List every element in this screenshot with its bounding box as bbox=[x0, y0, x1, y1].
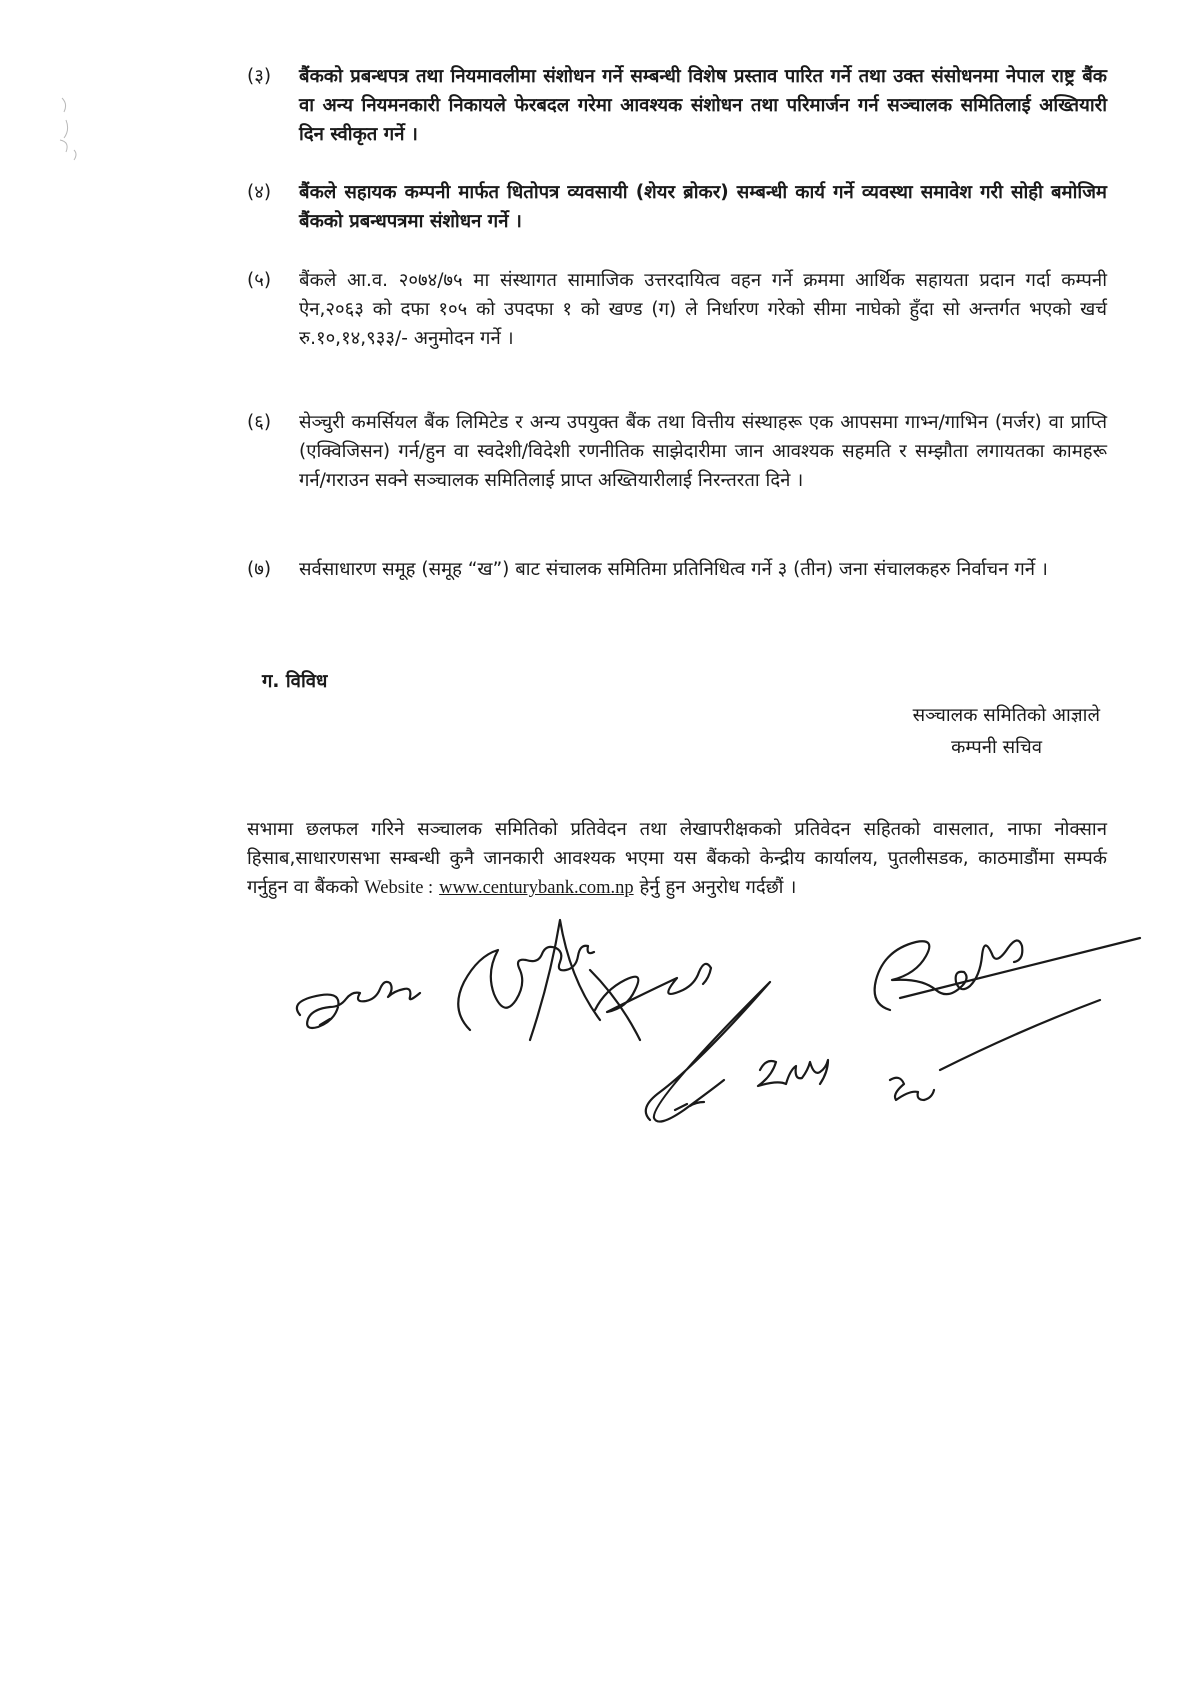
notice-closing: हेर्नु हुन अनुरोध गर्दछौं । bbox=[639, 877, 797, 898]
resolution-text: सेञ्चुरी कमर्सियल बैंक लिमिटेड र अन्य उपयुक्त बैंक तथा वित्तीय संस्थाहरू एक आपसमा गाभ्न/गाभिन (मर्जर) वा प्राप्ति (एक्विजिसन) गर्न/हुन वा स्वदेशी/विदेशी रणनीतिक साझेदारीमा जान आवश्यक सहमति र सम्झौता लगायतका कामहरू गर्न/गराउन सक्ने सञ्चालक समितिलाई प्राप्त अख्तियारीलाई निरन्तरता दिने । bbox=[299, 412, 1107, 491]
signature-5 bbox=[758, 1060, 828, 1086]
signature-1 bbox=[297, 982, 420, 1028]
notice-text: सभामा छलफल गरिने सञ्चालक समितिको प्रतिवेदन तथा लेखापरीक्षकको प्रतिवेदन सहितको वासलात, नाफा नोक्सान हिसाब,साधारणसभा सम्बन्धी कुनै जानकारी आवश्यक भएमा यस बैंकको केन्द्रीय कार्यालय, पुतलीसडक, काठमाडौंमा सम्पर्क गर्नुहुन वा बैंकको bbox=[247, 819, 1107, 898]
resolution-text: बैंकको प्रबन्धपत्र तथा नियमावलीमा संशोधन गर्ने सम्बन्धी विशेष प्रस्ताव पारित गर्ने तथा उक्त संसोधनमा नेपाल राष्ट्र बैंक वा अन्य नियमनकारी निकायले फेरबदल गरेमा आवश्यक संशोधन तथा परिमार्जन गर्न सञ्चालक समितिलाई अख्तियारी दिन स्वीकृत गर्ने । bbox=[299, 66, 1107, 145]
resolution-number: (६) bbox=[247, 412, 272, 433]
resolution-item-5 bbox=[247, 266, 1107, 353]
resolution-item-3 bbox=[247, 62, 1107, 149]
signature-2 bbox=[458, 920, 600, 1040]
signature-line-order: सञ्चालक समितिको आज्ञाले bbox=[912, 705, 1100, 726]
signature-line-title: कम्पनी सचिव bbox=[951, 737, 1042, 758]
handwritten-signatures bbox=[280, 910, 1180, 1190]
resolution-number: (५) bbox=[247, 270, 272, 291]
resolution-item-6 bbox=[247, 408, 1107, 495]
resolution-number: (३) bbox=[247, 66, 272, 87]
signature-3 bbox=[590, 964, 711, 1040]
signature-block bbox=[913, 700, 1100, 764]
resolution-text: बैंकले सहायक कम्पनी मार्फत धितोपत्र व्यवसायी (शेयर ब्रोकर) सम्बन्धी कार्य गर्ने व्यवस्था समावेश गरी सोही बमोजिम बैंकको प्रबन्धपत्रमा संशोधन गर्ने । bbox=[299, 182, 1107, 232]
scan-smudge bbox=[52, 90, 92, 170]
resolution-text: बैंकले आ.व. २०७४/७५ मा संस्थागत सामाजिक उत्तरदायित्व वहन गर्ने क्रममा आर्थिक सहायता प्रदान गर्दा कम्पनी ऐन,२०६३ को दफा १०५ को उपदफा १ को खण्ड (ग) ले निर्धारण गरेको सीमा नाघेको हुँदा सो अन्तर्गत भएको खर्च रु.१०,१४,९३३/- अनुमोदन गर्ने । bbox=[299, 270, 1107, 349]
section-heading: ग. विविध bbox=[262, 671, 328, 692]
resolution-item-4 bbox=[247, 178, 1107, 236]
resolution-number: (४) bbox=[247, 182, 272, 203]
signature-7 bbox=[890, 1000, 1100, 1100]
website-link[interactable]: www.centurybank.com.np bbox=[439, 878, 634, 898]
resolution-number: (७) bbox=[247, 559, 272, 580]
resolution-item-7 bbox=[247, 555, 1107, 584]
notice-paragraph bbox=[247, 815, 1107, 903]
resolution-text: सर्वसाधारण समूह (समूह “ख”) बाट संचालक समितिमा प्रतिनिधित्व गर्ने ३ (तीन) जना संचालकहरु निर्वाचन गर्ने । bbox=[299, 559, 1048, 580]
website-label: Website : bbox=[364, 878, 434, 898]
signature-4 bbox=[646, 982, 770, 1122]
